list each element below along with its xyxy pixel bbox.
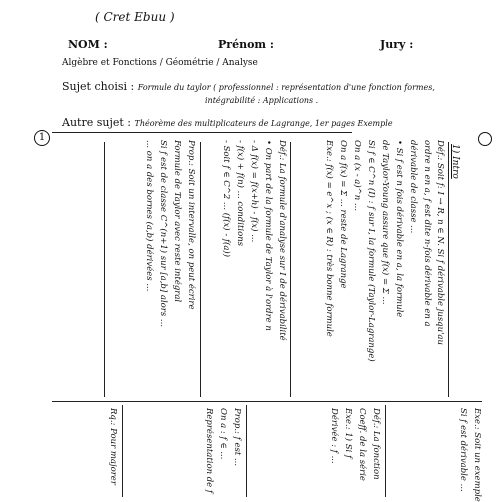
note-column [357, 408, 379, 498]
note-text: Exe.: f(x) = e^x ; (x ∈ R) : très bonne formule [324, 140, 334, 337]
note-text: Si f est dérivable ... [458, 408, 468, 492]
note-column [218, 408, 240, 498]
prenom-label: Prénom : [218, 38, 274, 51]
note-text: dérivable de classe ... [408, 140, 418, 234]
separator-line-bottom [52, 401, 482, 402]
note-text: Représentation de f [204, 408, 214, 494]
note-text: Rq.: Pour majorer [108, 408, 118, 485]
note-column [343, 408, 365, 498]
note-text: de Taylor-Young assure que f(x) = Σ ... [380, 140, 390, 305]
note-column [221, 140, 243, 395]
note-text: ... on a des bornes (a,b) dérivées ... [144, 140, 154, 292]
note-text: ordre n en a, f est dite n-fois dérivable en a [422, 140, 432, 327]
autre-label: Autre sujet : [62, 116, 131, 129]
note-text: On a f(x) = Σ ... reste de Lagrange [338, 140, 348, 289]
note-text: - f(x) + f(n) ... conditions [235, 140, 245, 247]
note-text: On a (x - a)^n ... [352, 140, 362, 212]
note-text: - Δ f(x) = f(x+h) - f(x) ... [249, 140, 259, 243]
note-column [352, 140, 374, 395]
note-column [232, 408, 254, 498]
note-column [380, 140, 402, 395]
note-text: - Soit f ∈ C^2 ... (f(x) - f(a)) [221, 140, 231, 258]
note-column [158, 140, 180, 395]
note-column [472, 408, 494, 502]
note-column [235, 140, 257, 395]
autre-field [62, 116, 393, 129]
note-column [277, 140, 299, 395]
note-text: Coeff. de la série [357, 408, 367, 481]
note-text: On a : f ∈ ... [218, 408, 228, 460]
note-text: Dérivée : f ... [329, 408, 339, 464]
section-heading: 1) Intro [450, 144, 460, 179]
note-text: Exe.: 1) Si f [343, 408, 353, 459]
note-text: Exe.: Soit un exemple [472, 408, 482, 502]
note-column [408, 140, 430, 395]
jury-label: Jury : [380, 38, 414, 51]
note-column [366, 140, 388, 395]
note-column [204, 408, 226, 498]
circled-number: 1 [34, 130, 50, 146]
note-text: Déf.: La fonction [371, 408, 381, 480]
note-column [338, 140, 360, 395]
note-text: • Si f est n fois dérivable en a, la formule [394, 140, 404, 318]
note-text: Prop.: Soit un intervalle, on peut écrire [186, 140, 196, 310]
sujet-label: Sujet choisi : [62, 80, 135, 93]
note-column [329, 408, 351, 498]
note-text: • On part de la formule de Taylor à l'ordre n [263, 140, 273, 331]
note-text: Prop.: f est ... [232, 408, 242, 467]
note-text: Formule de Taylor avec reste intégral [172, 140, 182, 303]
note-column [394, 140, 416, 395]
sujet-field [62, 80, 435, 93]
option-text: Algèbre et Fonctions / Géométrie / Analyse [62, 58, 258, 68]
note-column [186, 140, 208, 395]
sujet-value-continued: intégrabilité : Applications . [205, 96, 319, 105]
autre-value: Théorème des multiplicateurs de Lagrange, 1er pages Exemple [134, 119, 393, 128]
note-text: Si f ∈ C^n (I) : f sur I, la formule (Taylor-Lagrange) [366, 140, 376, 362]
note-text: Si f est de classe C^(n+1) sur [a,b] alors ... [158, 140, 168, 328]
note-column [458, 408, 480, 498]
note-column [263, 140, 285, 395]
margin-circle-mark [478, 132, 492, 146]
note-column [324, 140, 346, 395]
column-separator [104, 142, 105, 397]
sujet-value: Formule du taylor ( professionnel : représentation d'une fonction formes, [137, 83, 435, 92]
note-text: Déf.: La formule d'analyse sur I de dérivabilité [277, 140, 287, 341]
header-annotation: ( Cret Ebuu ) [95, 10, 175, 24]
note-column [144, 140, 166, 395]
separator-line-top [52, 132, 352, 133]
option-line [62, 58, 258, 68]
nom-label: NOM : [68, 38, 108, 51]
note-column [172, 140, 194, 395]
note-column [108, 408, 130, 498]
note-text: Déf.: Soit f: I → R, n ∈ N. Si f dérivable jusqu'au [435, 140, 445, 345]
note-column [249, 140, 271, 395]
note-column [371, 408, 393, 498]
note-column [422, 140, 444, 395]
